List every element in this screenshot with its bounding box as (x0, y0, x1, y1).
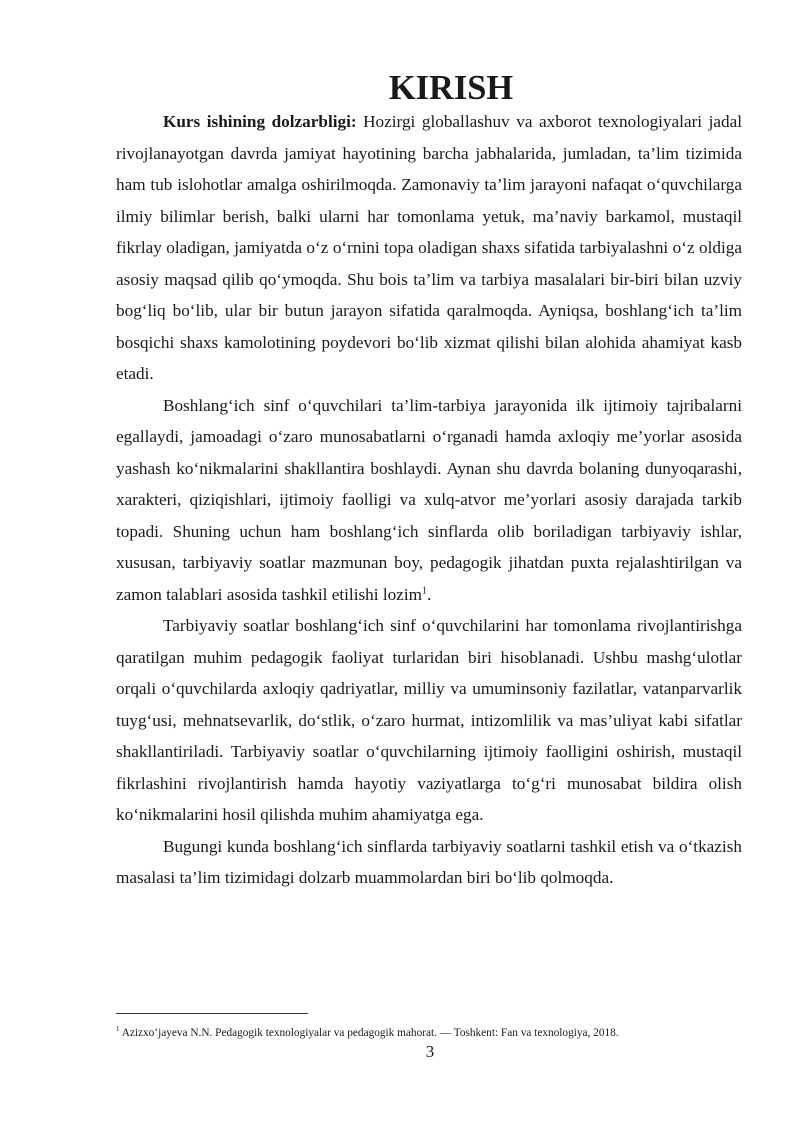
footnote-reference[interactable]: 1 (421, 584, 427, 596)
paragraph-relevance (116, 106, 742, 390)
footnote-text: Azizxo‘jayeva N.N. Pedagogik texnologiyalar va pedagogik mahorat. — Toshkent: Fan va texnologiya, 2018. (119, 1027, 619, 1039)
footnote-marker: 1 (116, 1025, 120, 1034)
paragraph-1-text: Hozirgi globallashuv va axborot texnologiyalari jadal rivojlanayotgan davrda jamiyat hayotining barcha jabhalarida, jumladan, ta’lim tizimida ham tub islohotlar amalga oshirilmoqda. Zamonaviy ta’lim jarayoni nafaqat o‘quvchilarga ilmiy bilimlar berish, balki ularni har tomonlama yetuk, ma’naviy barkamol, mustaqil fikrlay oladigan, jamiyatda o‘z o‘rnini topa oladigan shaxs sifatida tarbiyalashni o‘z oldiga asosiy maqsad qilib qo‘ymoqda. Shu bois ta’lim va tarbiya masalalari bir-biri bilan uzviy bog‘liq bo‘lib, ular bir butun jarayon sifatida qaralmoqda. Ayniqsa, boshlang‘ich ta’lim bosqichi shaxs kamolotining poydevori bo‘lib xizmat qilishi bilan alohida ahamiyat kasb etadi. (116, 112, 743, 383)
section-heading: KIRISH (388, 69, 514, 107)
footnote (116, 1026, 756, 1040)
page-number: 3 (425, 1042, 435, 1061)
paragraph-2-text: Boshlang‘ich sinf o‘quvchilari ta’lim-tarbiya jarayonida ilk ijtimoiy tajribalarni egallaydi, jamoadagi o‘zaro munosabatlarni o‘rganadi hamda axloqiy me’yorlar asosida yashash ko‘nikmalarini shakllantira boshlaydi. Aynan shu davrda bolaning dunyoqarashi, xarakteri, qiziqishlari, ijtimoiy faolligi va xulq-atvor me’yorlari asosiy darajada tarkib topadi. Shuning uchun ham boshlang‘ich sinflarda olib boriladigan tarbiyaviy ishlar, xususan, tarbiyaviy soatlar mazmunan boy, pedagogik jihatdan puxta rejalashtirilgan va zamon talablari asosida tashkil etilishi lozim (116, 395, 742, 604)
paragraph-2 (116, 390, 742, 611)
footnote-divider (116, 1013, 308, 1014)
relevance-label: Kurs ishining dolzarbligi: (163, 112, 357, 131)
paragraph-4: Bugungi kunda boshlang‘ich sinflarda tarbiyaviy soatlarni tashkil etish va o‘tkazish masalasi ta’lim tizimidagi dolzarb muammolardan biri bo‘lib qolmoqda. (116, 836, 742, 887)
paragraph-3: Tarbiyaviy soatlar boshlang‘ich sinf o‘quvchilarini har tomonlama rivojlantirishga qaratilgan muhim pedagogik faoliyat turlaridan biri hisoblanadi. Ushbu mashg‘ulotlar orqali o‘quvchilarda axloqiy qadriyatlar, milliy va umuminsoniy fazilatlar, vatanparvarlik tuyg‘usi, mehnatsevarlik, do‘stlik, o‘zaro hurmat, intizomlilik va mas’uliyat kabi sifatlar shakllantiriladi. Tarbiyaviy soatlar o‘quvchilarning ijtimoiy faolligini oshirish, mustaqil fikrlashini rivojlantirish hamda hayotiy vaziyatlarga to‘g‘ri munosabat bildira olish ko‘nikmalarini hosil qilishda muhim ahamiyatga ega. (116, 616, 742, 824)
main-content (116, 69, 743, 894)
paragraph-2-end: . (426, 584, 432, 604)
